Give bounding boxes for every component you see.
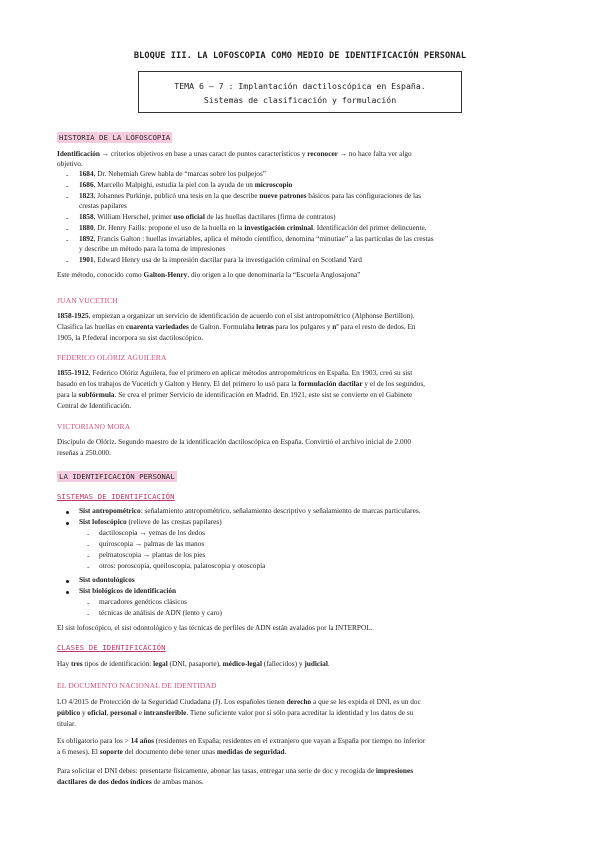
clases-line: Hay tres tipos de identificación: legal (DNI, pasaporte), médico-legal (fallecidos) y judicial. — [57, 659, 330, 668]
list-dash: - — [87, 529, 90, 538]
historia-item: 1684, Dr. Nehemiah Grew habla de “marcas sobre los pulpejos” — [79, 169, 267, 178]
section-heading-historia: HISTORIA DE LA LOFOSCOPIA — [59, 133, 171, 142]
person-heading-vucetich: JUAN VUCETICH — [57, 296, 118, 305]
person-heading-oloriz: FEDERICO OLÓRIZ AGUILERA — [57, 353, 167, 362]
topic-line-1: TEMA 6 – 7 : Implantación dactiloscópica en España. — [174, 81, 426, 91]
list-dash: - — [66, 224, 69, 233]
historia-item: 1892, Francis Galton : huellas invariables, aplica el método científico, denomina “minutiae” a las partículas de las crestas — [79, 234, 434, 243]
sistema-odontologico: Sist odontológicos — [79, 575, 135, 584]
subheading-clases: CLASES DE IDENTIFICACIÓN — [57, 643, 166, 652]
dni-p1-line-2: público y oficial, personal e intransferible. Tiene suficiente valor por sí sólo para acreditar la identidad y los datos de su — [57, 708, 414, 717]
oloriz-line-2: basado en los trabajos de Vucetich y Galton y Henry. El del primero lo usó para la formulación dactilar y el de los segundos, — [57, 379, 425, 388]
mora-line-1: Discípulo de Olóriz. Segundo maestro de la identificación dactiloscópica en España. Convirtió el archivo inicial de 2.000 — [57, 437, 411, 446]
historia-item: 1901, Edward Henry usa de la impresión dactilar para la investigación criminal en Scotland Yard — [79, 255, 362, 264]
dni-p2-line-2: a 6 meses). El soporte del documento debe tener unas medidas de seguridad. — [57, 747, 287, 756]
bullet-icon — [66, 591, 69, 594]
historia-item: 1823, Johannes Purkinje, publicó una tesis en la que describe nueve patrones básicos para las configuraciones de las — [79, 191, 422, 200]
vucetich-line-1: 1858-1925, empiezan a organizar un servicio de identificación de acuerdo con el sist antropométrico (Alphonse Bertillon). — [57, 311, 415, 320]
list-dash: - — [66, 170, 69, 179]
list-dash: - — [87, 598, 90, 607]
historia-closing: Este método, conocido como Galton-Henry, dio origen a lo que denominaría la “Escuela Anglosajona” — [57, 270, 361, 279]
list-dash: - — [66, 235, 69, 244]
block-title: BLOQUE III. LA LOFOSCOPIA COMO MEDIO DE IDENTIFICACIÓN PERSONAL — [133, 51, 467, 61]
list-dash: - — [87, 540, 90, 549]
historia-item: 1880, Dr. Henry Faills: propone el uso de la huella en la investigación criminal. Identificación del primer delincuente. — [79, 223, 427, 232]
list-dash: - — [66, 213, 69, 222]
lofo-item: quiroscopia → palmas de las manos — [99, 539, 205, 548]
mora-line-2: reseñas a 250.000. — [57, 448, 111, 457]
vucetich-line-2: Clasifica las huellas en cuarenta variedades de Galton. Formulaba letras para los pulgares y nº para el resto de dedos. En — [57, 322, 416, 331]
historia-item-continuation: y describe un método para la toma de impresiones — [79, 244, 226, 253]
person-heading-mora: VICTORIANO MORA — [57, 422, 131, 431]
bullet-icon — [66, 511, 69, 514]
historia-intro-line-1: Identificación → criterios objetivos en base a unas caract de puntos característicos y reconocer → no hace falta ver algo — [57, 149, 412, 158]
lofo-item: dactiloscopia → yemas de los dedos — [99, 528, 205, 537]
dni-p2-line-1: Es obligatorio para los > 14 años (residentes en España; residentes en el extranjero que vayan a España por tiempo no inferior — [57, 736, 426, 745]
dni-p1-line-1: LO 4/2015 de Protección de la Seguridad Ciudadana (J). Los españoles tienen derecho a que se les expida el DNI, es un doc — [57, 697, 421, 706]
sistema-antropometrico: Sist antropométrico: señalamiento antropométrico, señalamiento descriptivo y señalamiento de marcas particulares. — [79, 506, 421, 515]
sistemas-closing: El sist lofoscópico, el sist odontológico y las técnicas de perfiles de ADN están avalados por la INTERPOL. — [57, 623, 373, 632]
list-dash: - — [87, 562, 90, 571]
bio-item: marcadores genéticos clásicos — [99, 597, 187, 606]
list-dash: - — [66, 256, 69, 265]
lofo-item: otros: poroscopia, queiloscopia, palatoscopia y otoscopia — [99, 561, 266, 570]
section-heading-identificacion: LA IDENTIFICACIÓN PERSONAL — [59, 472, 175, 481]
bio-item: técnicas de análisis de ADN (lento y caro) — [99, 608, 222, 617]
oloriz-line-3: para la subfórmula. Se crea el primer Servicio de identificación en Madrid. En 1921, este sist se convierte en el Gabinete — [57, 390, 413, 399]
list-dash: - — [87, 551, 90, 560]
person-heading-dni: EL DOCUMENTO NACIONAL DE IDENTIDAD — [57, 681, 217, 690]
list-dash: - — [87, 609, 90, 618]
historia-intro-line-2: objetivo. — [57, 159, 83, 168]
topic-box — [138, 71, 462, 113]
dni-p3-line-1: Para solicitar el DNI debes: presentarte físicamente, abonar las tasas, entregar una serie de doc y recogida de impresiones — [57, 766, 414, 775]
subheading-sistemas: SISTEMAS DE IDENTIFICACIÓN — [57, 492, 175, 501]
bullet-icon — [66, 522, 69, 525]
oloriz-line-1: 1855-1912, Federico Olóriz Aguilera, fue el primero en aplicar métodos antropométricos en España. En 1903, creó su sist — [57, 368, 413, 377]
historia-item-continuation: crestas papilares — [79, 201, 128, 210]
sistema-lofoscopico: Sist lofoscópico (relieve de las crestas papilares) — [79, 517, 222, 526]
oloriz-line-4: Central de Identificación. — [57, 401, 132, 410]
historia-item: 1858, William Herschel, primer uso oficial de las huellas dactilares (firma de contratos) — [79, 212, 336, 221]
topic-line-2: Sistemas de clasificación y formulación — [203, 95, 397, 105]
dni-p3-line-2: dactilares de dos dedos índices de ambas manos. — [57, 777, 204, 786]
lofo-item: pelmatoscopia → plantas de los pies — [99, 550, 206, 559]
dni-p1-line-3: titular. — [57, 719, 76, 728]
bullet-icon — [66, 580, 69, 583]
sistema-biologico: Sist biológicos de identificación — [79, 586, 177, 595]
list-dash: - — [66, 181, 69, 190]
list-dash: - — [66, 192, 69, 201]
historia-item: 1686, Marcello Malpighi, estudia la piel con la ayuda de un microscopio — [79, 180, 293, 189]
vucetich-line-3: 1905, la P.federal incorpora su sist dactiloscópico. — [57, 333, 204, 342]
